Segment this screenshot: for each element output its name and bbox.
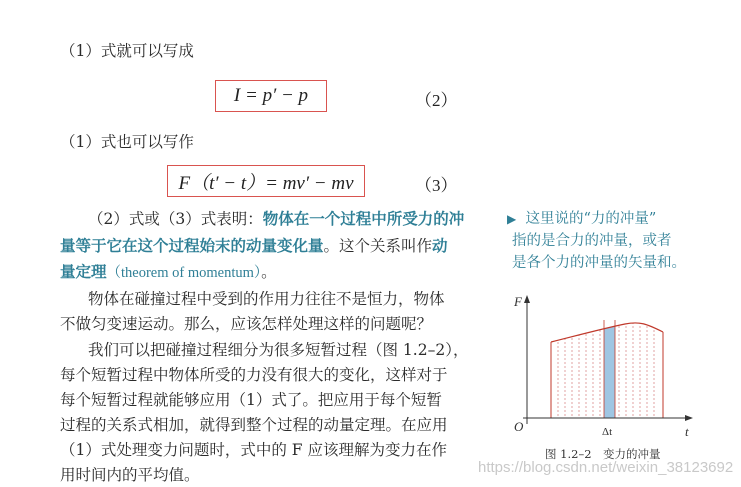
intro-text-1: （1）式就可以写成 <box>60 42 194 60</box>
y-axis-label: F <box>514 294 522 309</box>
side-note-line-3: 是各个力的冲量的矢量和。 <box>512 255 686 271</box>
paragraph-1-line-2 <box>60 236 448 256</box>
paragraph-1-line-1 <box>88 209 464 229</box>
paragraph-3-line-4: 过程的关系式相加，就得到整个过程的动量定理。在应用 <box>60 416 448 434</box>
term-highlight: 动 <box>432 236 448 255</box>
y-axis-arrow-icon <box>524 295 530 303</box>
text-span: 。这个关系叫作 <box>323 237 433 255</box>
formula-2: F（t′ − t）= mv′ − mv <box>178 172 354 194</box>
delta-t-label: Δt <box>602 426 613 438</box>
triangle-bullet-icon: ▶ <box>507 212 517 226</box>
x-axis-arrow-icon <box>685 415 693 421</box>
side-note-line-2: 指的是合力的冲量，或者 <box>512 233 672 249</box>
watermark: https://blog.csdn.net/weixin_38123692 <box>478 459 734 476</box>
origin-label: O <box>514 419 524 434</box>
paragraph-3-line-3: 每个短暂过程就能够应用（1）式了。把应用于每个短暂 <box>60 391 442 409</box>
key-sentence: 量等于它在这个过程始末的动量变化量 <box>60 236 324 255</box>
paragraph-3-line-6: 用时间内的平均值。 <box>60 466 200 484</box>
side-note-text: 这里说的“力的冲量” <box>525 211 657 227</box>
english-term: （theorem of momentum） <box>106 265 262 281</box>
text-span: （2）式或（3）式表明： <box>88 210 263 228</box>
paragraph-1-line-3 <box>60 262 277 283</box>
figure-caption: 图 1.2–2 变力的冲量 <box>545 447 661 461</box>
side-note-line-1 <box>507 208 686 230</box>
text-span: 。 <box>261 263 277 281</box>
intro-text-2: （1）式也可以写作 <box>60 133 194 151</box>
formula-box-1 <box>215 80 327 112</box>
side-note <box>507 208 686 274</box>
equation-number-3: （3） <box>415 176 458 195</box>
term-highlight: 量定理 <box>60 262 107 281</box>
formula-1: I = p′ − p <box>233 85 309 106</box>
variable-force-figure <box>505 290 705 450</box>
formula-box-2 <box>167 165 365 197</box>
paragraph-3-line-2: 每个短暂过程中物体所受的力没有很大的变化，这样对于 <box>60 366 448 384</box>
paragraph-2-line-2: 不做匀变速运动。那么，应该怎样处理这样的问题呢？ <box>60 315 433 333</box>
x-axis-label: t <box>685 424 689 439</box>
key-sentence: 物体在一个过程中所受力的冲 <box>262 209 465 228</box>
paragraph-3-line-1: 我们可以把碰撞过程细分为很多短暂过程（图 1.2–2）， <box>88 341 469 359</box>
paragraph-2-line-1: 物体在碰撞过程中受到的作用力往往不是恒力，物体 <box>88 290 445 308</box>
paragraph-3-line-5: （1）式处理变力问题时，式中的 F 应该理解为变力在作 <box>60 441 447 459</box>
equation-number-2: （2） <box>415 91 458 110</box>
